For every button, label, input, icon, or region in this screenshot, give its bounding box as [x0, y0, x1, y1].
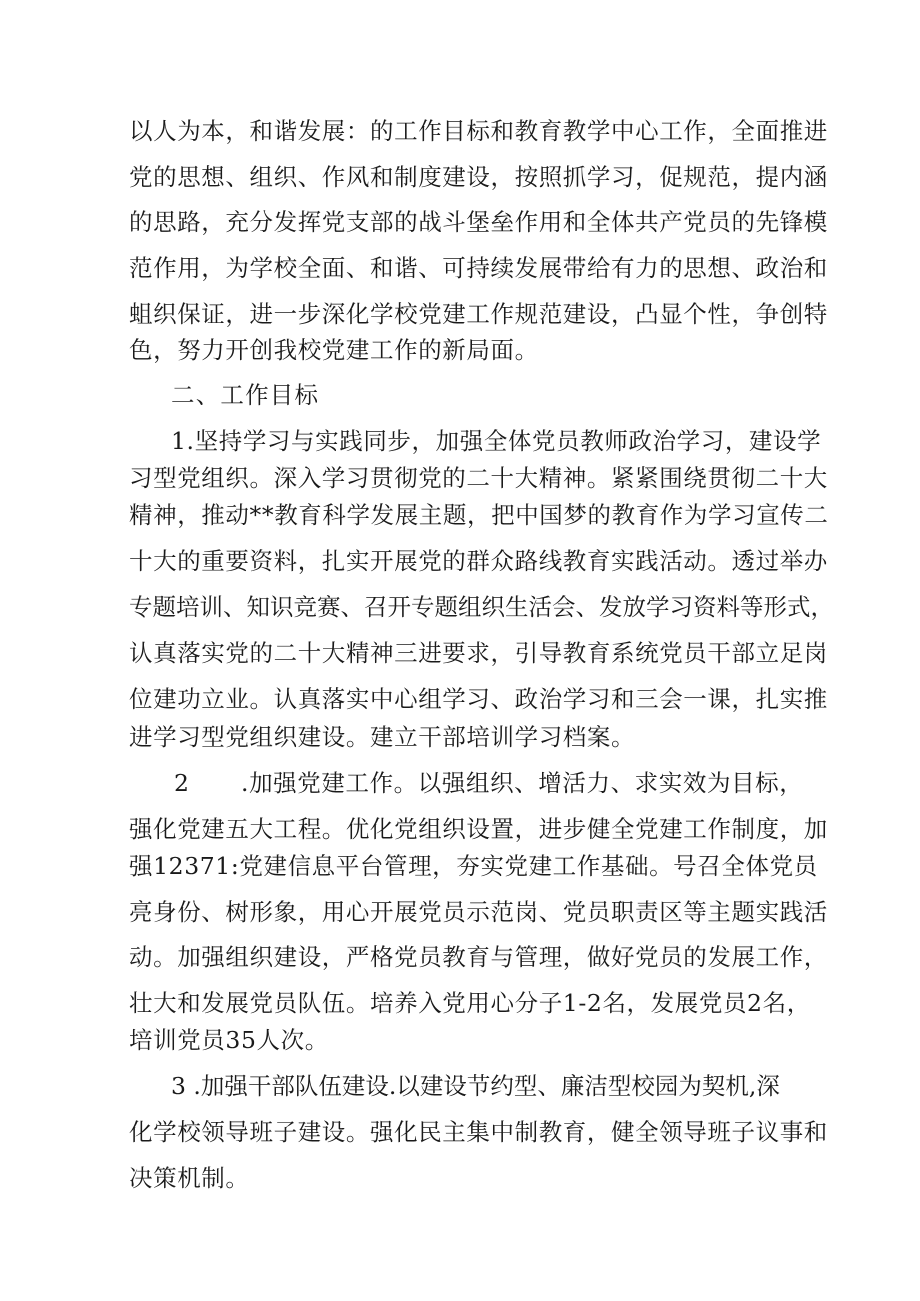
text-line: 壮大和发展党员队伍。培养入党用心分子1-2名，发展党员2名，	[129, 989, 811, 1017]
text-line: 认真落实党的二十大精神三进要求，引导教育系统党员干部立足岗	[129, 639, 828, 667]
text-line: 亮身份、树形象，用心开展党员示范岗、党员职责区等主题实践活	[129, 898, 828, 926]
list-item-2-number: 2	[174, 769, 190, 797]
section-heading: 二、工作目标	[171, 381, 320, 409]
text-line: 决策机制。	[129, 1164, 250, 1192]
text-line: 强化党建五大工程。优化党组织设置，进步健全党建工作制度，加	[129, 815, 828, 843]
text-line: 化学校领导班子建设。强化民主集中制教育，健全领导班子议事和	[129, 1118, 828, 1146]
text-line: 范作用，为学校全面、和谐、可持续发展带给有力的思想、政治和	[129, 254, 828, 282]
text-line: 习型党组织。深入学习贯彻党的二十大精神。紧紧围绕贯彻二十大	[129, 464, 828, 492]
text-line: 党的思想、组织、作风和制度建设，按照抓学习，促规范，提内涵	[129, 163, 828, 191]
text-line: 专题培训、知识竞赛、召开专题组织生活会、发放学习资料等形式，	[129, 593, 834, 621]
text-line: 强12371:党建信息平台管理，夯实党建工作基础。号召全体党员	[129, 852, 818, 880]
text-line: 以人为本，和谐发展：的工作目标和教育教学中心工作，全面推进	[129, 117, 828, 145]
text-line: 色，努力开创我校党建工作的新局面。	[129, 336, 539, 364]
list-item-3-first-line: 3 .加强干部队伍建设.以建设节约型、廉洁型校园为契机,深	[171, 1072, 780, 1100]
text-line: 培训党员35人次。	[129, 1026, 329, 1054]
list-item-1-first-line: 1.坚持学习与实践同步，加强全体党员教师政治学习，建设学	[171, 427, 822, 455]
text-line: 进学习型党组织建设。建立干部培训学习档案。	[129, 723, 636, 751]
text-line: 精神，推动**教育科学发展主题，把中国梦的教育作为学习宣传二	[129, 501, 829, 529]
text-line: 蛆织保证，进一步深化学校党建工作规范建设，凸显个性，争创特	[129, 300, 828, 328]
list-item-2-first-line: .加强党建工作。以强组织、增活力、求实效为目标，	[241, 769, 804, 797]
text-line: 位建功立业。认真落实中心组学习、政治学习和三会一课，扎实推	[129, 685, 828, 713]
text-line: 的思路，充分发挥党支部的战斗堡垒作用和全体共产党员的先锋模	[129, 208, 828, 236]
text-line: 十大的重要资料，扎实开展党的群众路线教育实践活动。透过举办	[129, 547, 828, 575]
text-line: 动。加强组织建设，严格党员教育与管理，做好党员的发展工作，	[129, 943, 828, 971]
